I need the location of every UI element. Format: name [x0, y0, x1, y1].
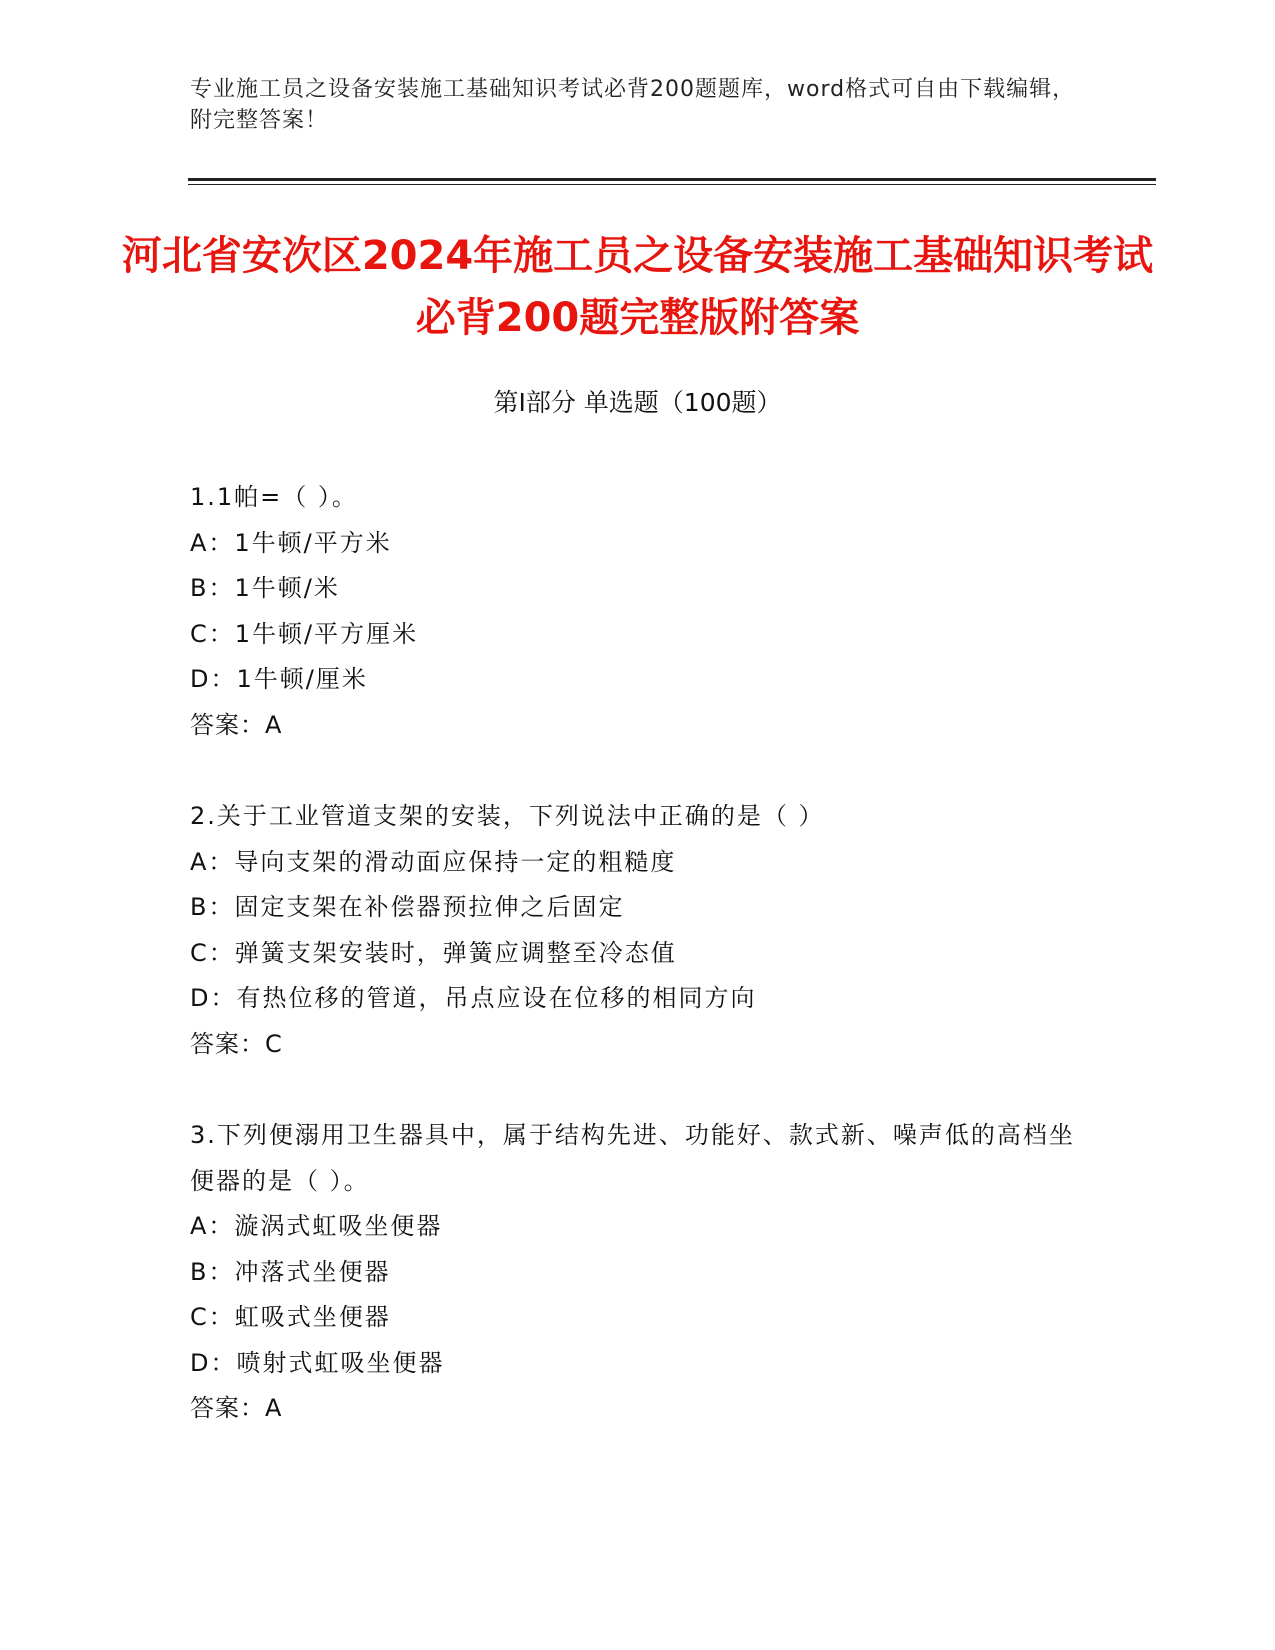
question-stem: 1.1帕=（ ）。	[190, 483, 358, 511]
option-a: A：1牛顿/平方米	[190, 528, 392, 557]
option-a: A：漩涡式虹吸坐便器	[190, 1212, 443, 1240]
option-c: C：弹簧支架安装时，弹簧应调整至冷态值	[190, 938, 677, 967]
question-stem: 2.关于工业管道支架的安装，下列说法中正确的是（ ）	[190, 802, 825, 830]
option-d: D：有热位移的管道，吊点应设在位移的相同方向	[190, 984, 757, 1012]
header-divider-thick	[188, 178, 1156, 181]
section-heading: 第Ⅰ部分 单选题（100题）	[493, 388, 782, 417]
option-c: C：1牛顿/平方厘米	[190, 619, 419, 648]
option-b: B：冲落式坐便器	[190, 1257, 391, 1286]
header-note: 专业施工员之设备安装施工基础知识考试必背200题题库，word格式可自由下载编辑，附完整答案！	[190, 77, 1076, 133]
question-list	[190, 475, 1090, 1478]
option-d: D：1牛顿/厘米	[190, 665, 368, 693]
question-3	[190, 1113, 1090, 1432]
option-d: D：喷射式虹吸坐便器	[190, 1348, 445, 1377]
option-a: A：导向支架的滑动面应保持一定的粗糙度	[190, 847, 677, 876]
option-b: B：1牛顿/米	[190, 574, 340, 602]
header-divider-thin	[188, 184, 1156, 185]
answer-line: 答案：C	[190, 1029, 283, 1058]
question-stem: 3.下列便溺用卫生器具中，属于结构先进、功能好、款式新、噪声低的高档坐便器的是（ ）。	[190, 1121, 1075, 1195]
option-c: C：虹吸式坐便器	[190, 1303, 391, 1331]
question-2	[190, 794, 1090, 1067]
document-title: 河北省安次区2024年施工员之设备安装施工基础知识考试必背200题完整版附答案	[121, 233, 1154, 341]
answer-line: 答案：A	[190, 710, 283, 739]
answer-line: 答案：A	[190, 1394, 283, 1422]
option-b: B：固定支架在补偿器预拉伸之后固定	[190, 893, 625, 921]
question-1	[190, 475, 1090, 748]
